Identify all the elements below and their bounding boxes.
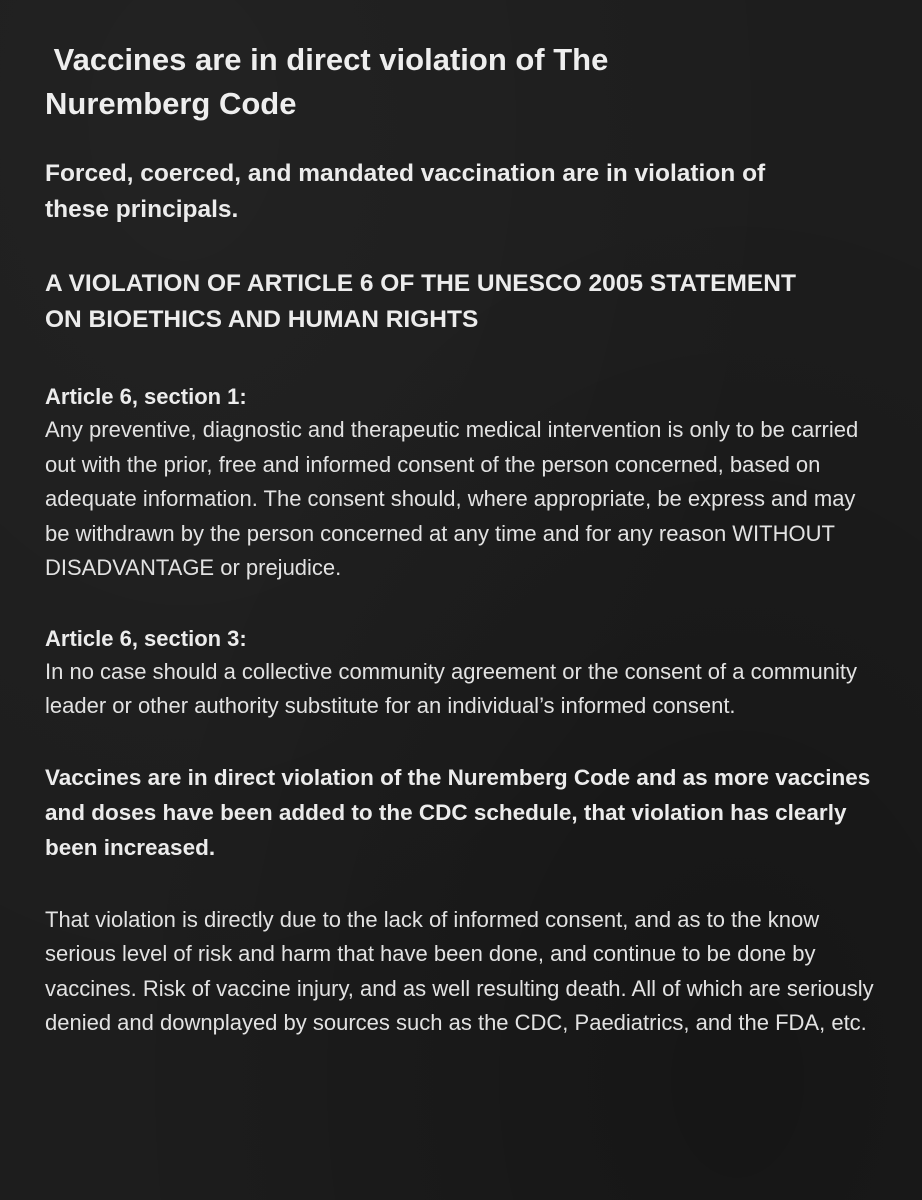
section-heading: Article 6, section 3:	[45, 625, 247, 651]
note-title: Vaccines are in direct violation of The Nuremberg Code	[45, 42, 617, 121]
section-body: Any preventive, diagnostic and therapeutic medical intervention is only to be carried out with the prior, free and informed consent of the person concerned, based on adequate information. The consent should, where appropriate, be express and may be withdrawn by the person concerned at any time and for any reason WITHOUT DISADVANTAGE or prejudice.	[45, 417, 859, 580]
conclusion-statement: Vaccines are in direct violation of the Nuremberg Code and as more vaccines and doses have been added to the CDC schedule, that violation has clearly been increased.	[45, 764, 871, 860]
section-heading: Article 6, section 1:	[45, 384, 247, 409]
closing-paragraph: That violation is directly due to the lack of informed consent, and as to the know serious level of risk and harm that have been done, and continue to be done by vaccines. Risk of vaccine injury, and as well resulting death. All of which are seriously denied and downplayed by sources such as the CDC, Paediatrics, and the FDA, etc.	[45, 906, 874, 1035]
unesco-violation-heading: A VIOLATION OF ARTICLE 6 OF THE UNESCO 2005 STATEMENT ON BIOETHICS AND HUMAN RIGHTS	[45, 270, 796, 333]
lead-statement: Forced, coerced, and mandated vaccination are in violation of these principals.	[45, 160, 766, 223]
section-body: In no case should a collective community agreement or the consent of a community leader or other authority substitute for an individual’s informed consent.	[45, 658, 857, 718]
article-6-section-3	[45, 622, 885, 724]
article-6-section-1	[45, 380, 885, 586]
